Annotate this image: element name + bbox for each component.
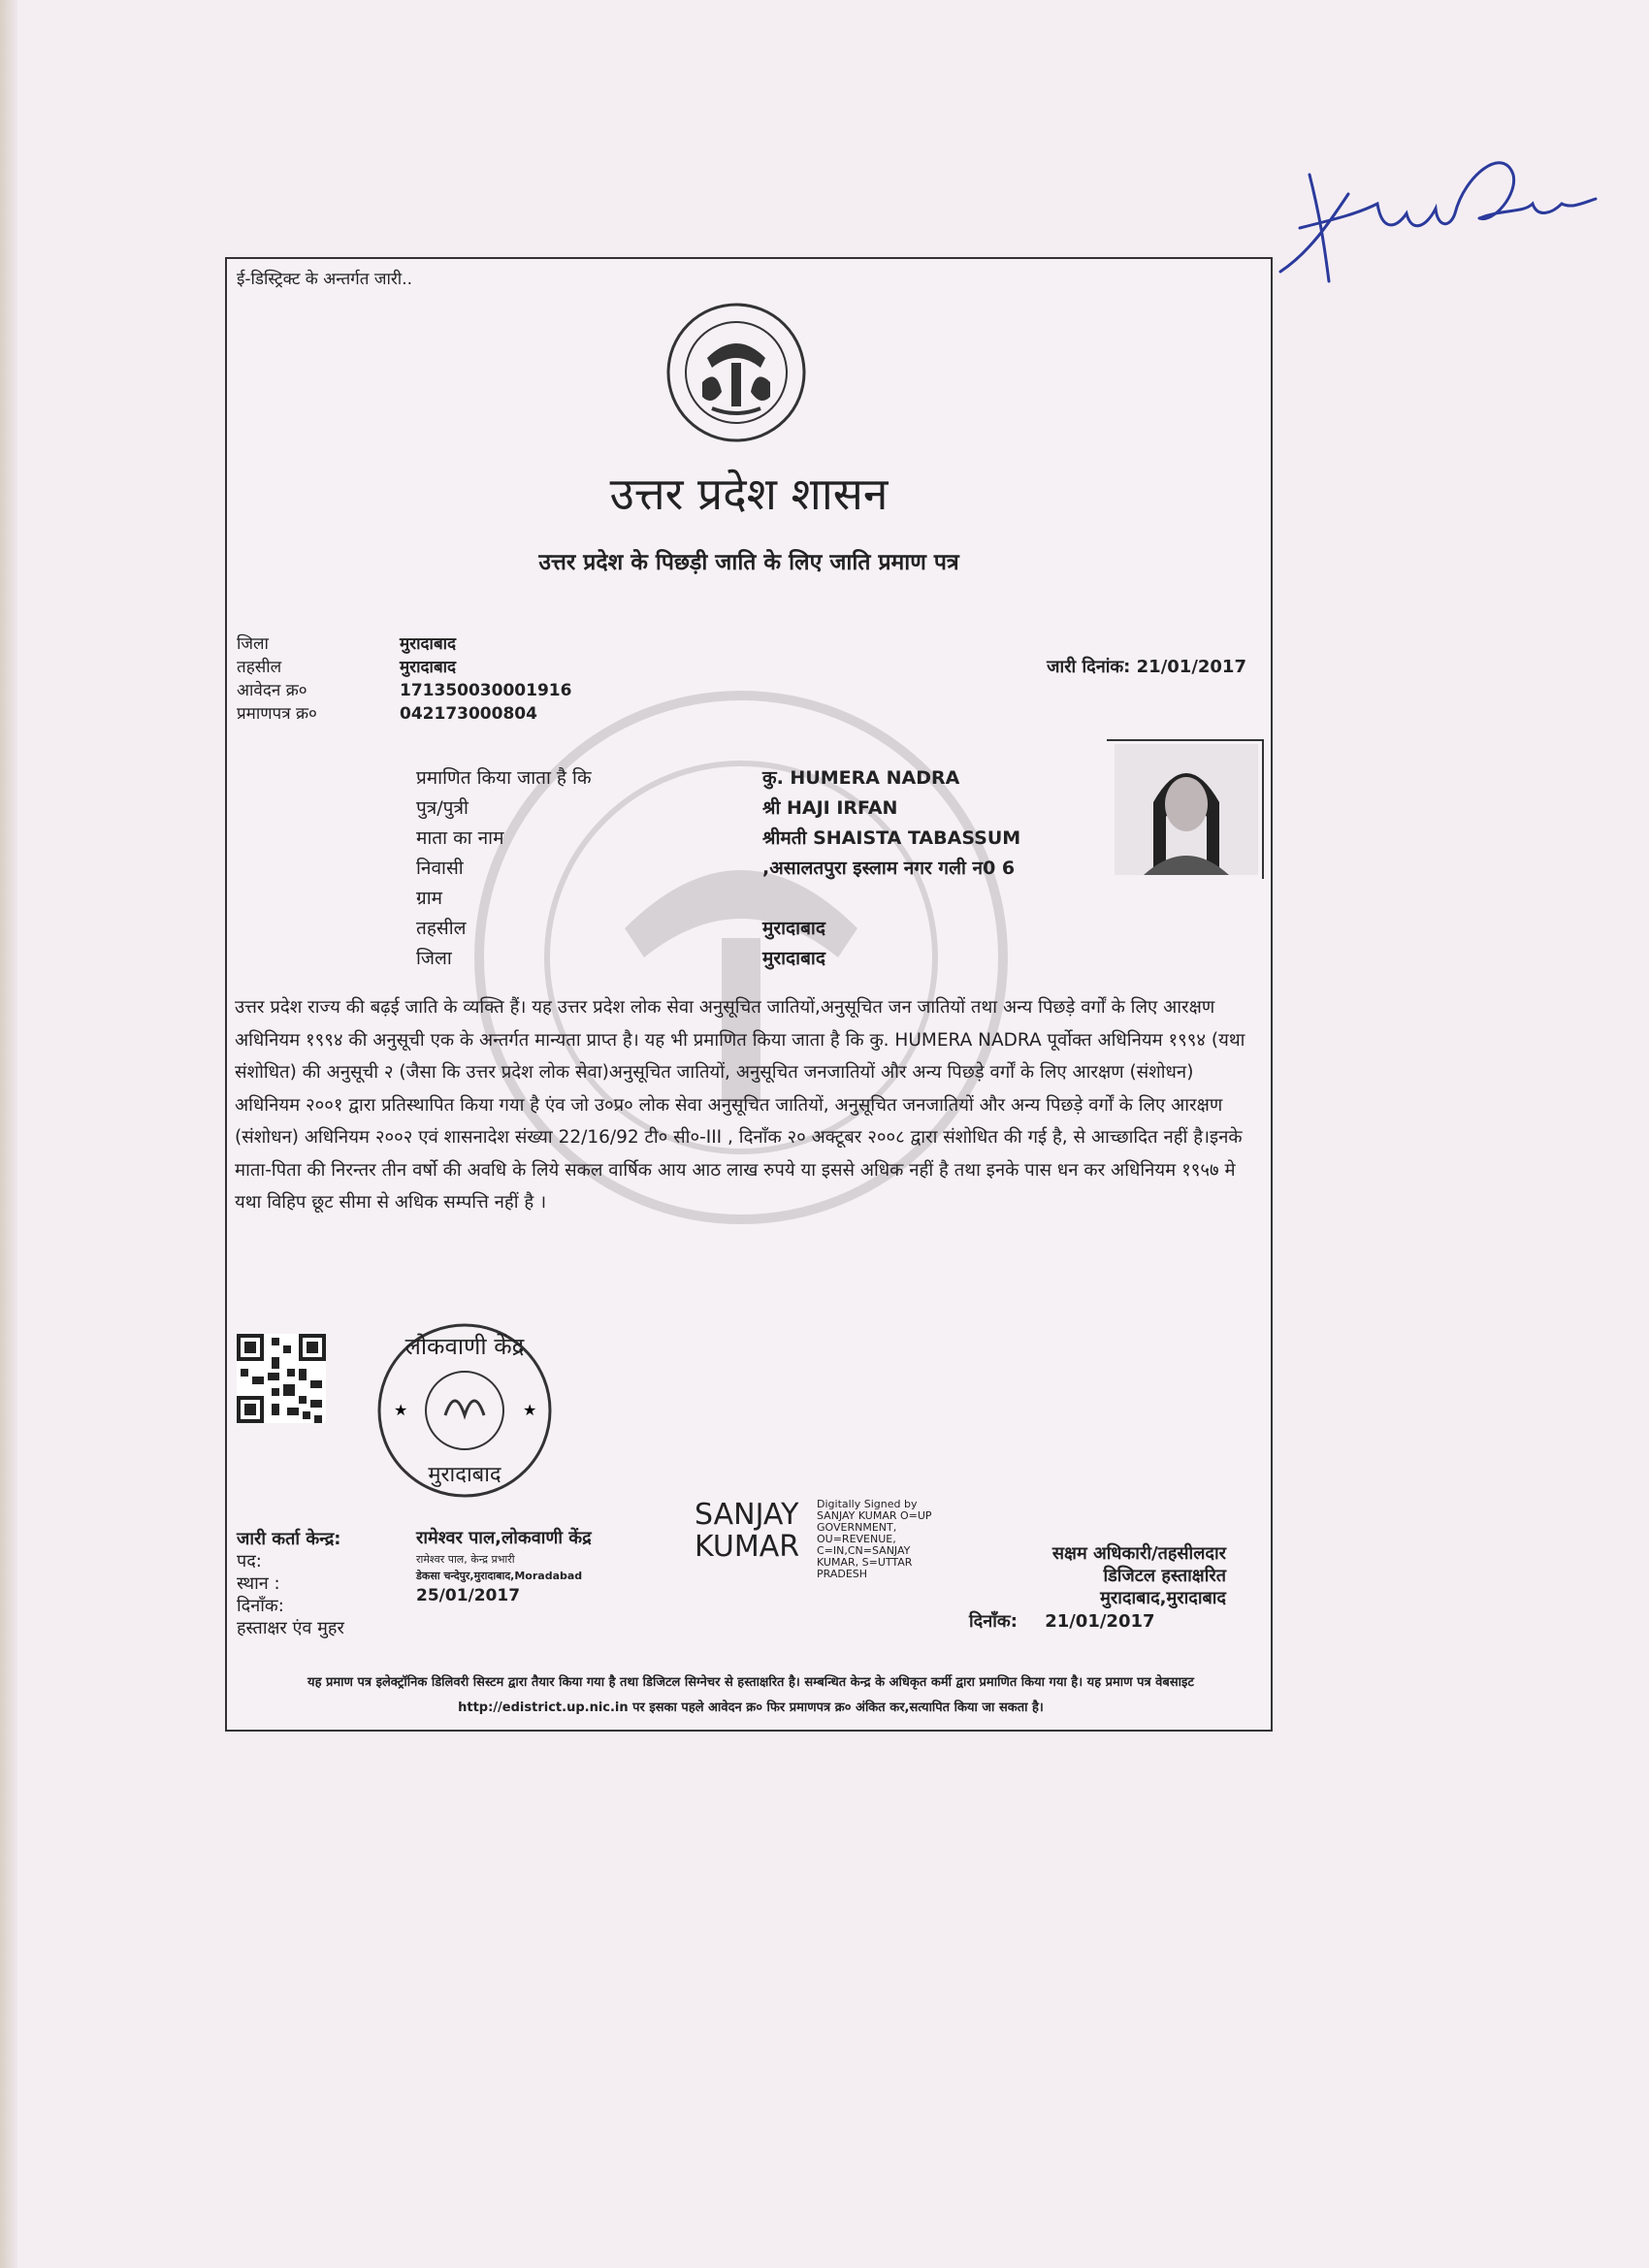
authority-block bbox=[945, 1542, 1226, 1609]
page-title: उत्तर प्रदेश शासन bbox=[609, 468, 889, 520]
signer-last-name: KUMAR bbox=[695, 1530, 800, 1564]
digital-signer-name bbox=[695, 1499, 799, 1563]
mother-name: श्रीमती SHAISTA TABASSUM bbox=[762, 827, 1021, 849]
certification-paragraph: उत्तर प्रदेश राज्य की बढ़ई जाति के व्यक्ति हैं। यह उत्तर प्रदेश लोक सेवा अनुसूचित जातियों,अनुसूचित जन जातियों तथा अन्य पिछड़े वर्गों के लिए आरक्षण अधिनियम १९९४ की अनुसूची एक के अन्तर्गत मान्यता प्राप्त है। यह भी प्रमाणित किया जाता है कि कु. HUMERA NADRA पूर्वोक्त अधिनियम १९९४ (यथा संशोधित) की अनुसूची २ (जैसा कि उत्तर प्रदेश लोक सेवा)अनुसूचित जातियों, अनुसूचित जनजातियों और अन्य पिछड़े वर्गों के लिए आरक्षण (संशोधन) अधिनियम २००१ द्वारा प्रतिस्थापित किया गया है एंव जो उ०प्र० लोक सेवा अनुसूचित जातियों, अनुसूचित जनजातियों और अन्य पिछड़े वर्गों के लिए आरक्षण (संशोधन) अधिनियम २००२ एवं शासनादेश संख्या 22/16/92 टी० सी०-III , दिनाँक २० अक्टूबर २००८ द्वारा संशोधित की गई है, से आच्छादित नहीं है।इनके माता-पिता की निरन्तर तीन वर्षो की अवधि के लिये सकल वार्षिक आय आठ लाख रुपये या इससे अधिक नहीं है तथा इनके पास धन कर अधिनियम १९५७ मे यथा विहिप छूट सीमा से अधिक सम्पत्ति नहीं है । bbox=[235, 997, 1245, 1213]
detail-label: निवासी bbox=[416, 858, 464, 879]
signer-first-name: SANJAY bbox=[695, 1498, 799, 1532]
authority-signed: डिजिटल हस्ताक्षरित bbox=[1103, 1566, 1226, 1586]
detail-labels bbox=[416, 763, 592, 974]
header-note: ई-डिस्ट्रिक्ट के अन्तर्गत जारी.. bbox=[237, 270, 413, 289]
village bbox=[762, 884, 1020, 914]
issuer-values bbox=[416, 1526, 592, 1607]
detail-label: पुत्र/पुत्री bbox=[416, 797, 469, 819]
meta-label: तहसील bbox=[237, 658, 282, 677]
svg-text:★: ★ bbox=[523, 1401, 537, 1419]
detail-label: प्रमाणित किया जाता है कि bbox=[416, 767, 592, 789]
application-number: 171350030001916 bbox=[400, 681, 572, 700]
digital-signature-note: Digitally Signed by SANJAY KUMAR O=UP GOVERNMENT, OU=REVENUE, C=IN,CN=SANJAY KUMAR, S=UTTAR PRADESH bbox=[817, 1498, 932, 1580]
meta-label: आवेदन क्र० bbox=[237, 681, 307, 700]
detail-label: जिला bbox=[416, 948, 452, 969]
father-name: श्री HAJI IRFAN bbox=[762, 797, 898, 819]
meta-label: जिला bbox=[237, 634, 269, 654]
issue-date: जारी दिनांक: 21/01/2017 bbox=[1047, 657, 1246, 677]
issuer-label: दिनाँक: bbox=[237, 1596, 284, 1616]
authority-place: मुरादाबाद,मुरादाबाद bbox=[1100, 1588, 1226, 1608]
authority-date-value: 21/01/2017 bbox=[1045, 1611, 1155, 1632]
issuer-name: रामेश्वर पाल,लोकवाणी केंद्र bbox=[416, 1528, 592, 1548]
applicant-photo bbox=[1115, 744, 1258, 875]
residence: ,असालतपुरा इस्लाम नगर गली न0 6 bbox=[762, 858, 1016, 879]
applicant-name: कु. HUMERA NADRA bbox=[762, 767, 960, 789]
handwritten-signature bbox=[1271, 136, 1600, 301]
issuer-designation: रामेश्वर पाल, केन्द्र प्रभारी bbox=[416, 1553, 515, 1566]
issuer-date: 25/01/2017 bbox=[416, 1586, 521, 1605]
scan-edge bbox=[0, 0, 17, 2268]
tehsil-value: मुरादाबाद bbox=[400, 658, 457, 677]
district-value: मुरादाबाद bbox=[400, 634, 457, 654]
seal-bottom-text: मुरादाबाद bbox=[428, 1463, 501, 1487]
issuer-labels bbox=[237, 1528, 344, 1639]
detail-label: माता का नाम bbox=[416, 827, 504, 849]
footer-note: यह प्रमाण पत्र इलेक्ट्रॉनिक डिलिवरी सिस्टम द्वारा तैयार किया गया है तथा डिजिटल सिग्नेचर से हस्ताक्षरित है। सम्बन्धित केन्द्र के अधिकृत कर्मी द्वारा प्रमाणित किया गया है। यह प्रमाण पत्र वेबसाइट http://edistrict.up.nic.in पर इसका पहले आवेदन क्र० फिर प्रमाणपत्र क्र० अंकित कर,सत्यापित किया जा सकता है। bbox=[307, 1675, 1194, 1715]
issuer-location: डेकसा चन्देपुर,मुरादाबाद,Moradabad bbox=[416, 1570, 583, 1582]
issuer-label: पद: bbox=[237, 1551, 262, 1571]
district-detail: मुरादाबाद bbox=[762, 948, 825, 969]
detail-values bbox=[762, 763, 1020, 974]
tehsil-detail: मुरादाबाद bbox=[762, 918, 825, 939]
meta-label: प्रमाणपत्र क्र० bbox=[237, 704, 317, 724]
certificate-subtitle: उत्तर प्रदेश के पिछड़ी जाति के लिए जाति प्रमाण पत्र bbox=[538, 550, 959, 575]
issuer-label: हस्ताक्षर एंव मुहर bbox=[237, 1618, 344, 1638]
lokvani-seal bbox=[372, 1318, 557, 1503]
up-emblem bbox=[663, 300, 809, 445]
detail-label: तहसील bbox=[416, 918, 467, 939]
seal-top-text: लोकवाणी केंद्र bbox=[404, 1333, 525, 1360]
issuer-label: जारी कर्ता केन्द्र: bbox=[237, 1529, 341, 1549]
authority-date bbox=[969, 1609, 1155, 1633]
certificate-number: 042173000804 bbox=[400, 704, 537, 724]
issuer-label: स्थान : bbox=[237, 1573, 280, 1594]
certificate bbox=[225, 257, 1273, 1732]
detail-label: ग्राम bbox=[416, 888, 442, 909]
svg-text:★: ★ bbox=[394, 1401, 408, 1419]
qr-code bbox=[237, 1334, 326, 1423]
authority-title: सक्षम अधिकारी/तहसीलदार bbox=[1051, 1543, 1226, 1564]
meta-labels bbox=[237, 632, 317, 726]
authority-date-label: दिनाँक: bbox=[969, 1611, 1018, 1632]
